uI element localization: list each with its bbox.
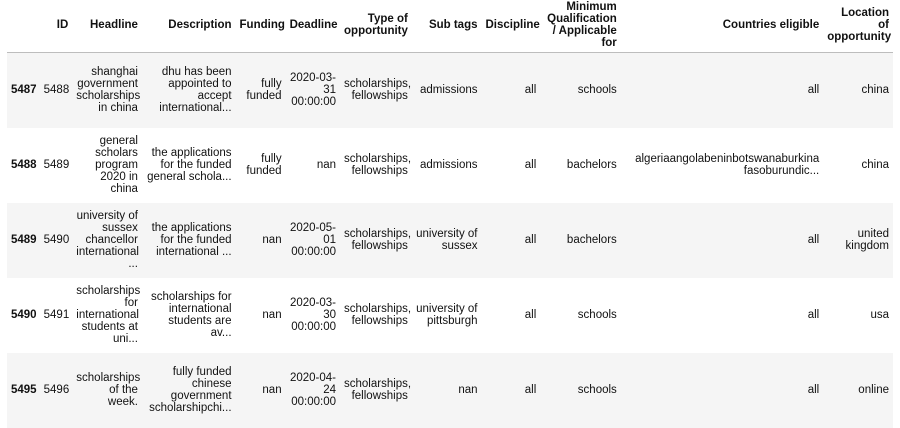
header-description: Description [168,19,232,31]
cell-countries: all [807,384,820,396]
header-index [7,0,40,53]
cell-id: 5491 [43,309,70,321]
cell-deadline: 2020-03-31 00:00:00 [289,72,337,109]
cell-discipline: all [524,309,537,321]
header-row [7,0,893,53]
cell-description: fully funded chinese government scholarshipchi... [149,366,232,414]
cell-funding: nan [262,234,282,246]
cell-funding: fully funded [246,153,282,177]
cell-discipline: all [524,234,537,246]
row-index: 5488 [11,159,37,171]
cell-id: 5490 [43,234,70,246]
cell-id: 5488 [43,84,70,97]
cell-countries: all [807,309,820,321]
row-index: 5495 [11,384,37,396]
table-row [7,203,893,278]
cell-location: usa [870,309,889,321]
header-countries-eligible: Countries eligible [722,19,820,31]
cell-headline: scholarships for international students at uni... [76,285,141,345]
cell-type: scholarships, fellowships [344,378,412,402]
row-index: 5489 [11,234,37,246]
table-row [7,353,893,428]
cell-headline: general scholars program 2020 in china [95,135,138,195]
cell-headline: scholarships of the week. [76,372,141,408]
cell-type: scholarships, fellowships [344,228,412,252]
header-headline: Headline [90,19,138,31]
table-row [7,53,893,128]
cell-headline: shanghai government scholarships in china [76,66,141,115]
cell-minqual: schools [577,309,617,321]
row-index: 5487 [11,84,37,97]
cell-deadline: nan [316,159,337,171]
header-location: Location of opportunity [827,7,892,43]
cell-location: china [861,84,889,97]
cell-type: scholarships, fellowships [344,153,412,177]
cell-funding: nan [262,309,282,321]
table-header [7,0,893,53]
cell-type: scholarships, fellowships [344,78,412,103]
cell-description: scholarships for international students are av... [150,291,232,339]
cell-discipline: all [524,84,537,97]
cell-location: united kingdom [845,228,889,252]
cell-description: dhu has been appointed to accept international... [159,66,232,115]
cell-funding: nan [262,384,282,396]
cell-subtags: admissions [419,84,478,97]
cell-subtags: university of pittsburgh [416,303,478,327]
cell-countries: all [807,84,820,97]
cell-funding: fully funded [246,78,282,103]
table-body [7,53,893,428]
cell-headline: university of sussex chancellor international ... [76,210,139,270]
header-deadline: Deadline [289,19,338,31]
cell-subtags: university of sussex [416,228,478,252]
cell-countries: all [807,234,820,246]
cell-id: 5496 [43,384,70,396]
cell-deadline: 2020-03-30 00:00:00 [289,297,337,333]
header-id: ID [56,19,69,31]
cell-minqual: schools [577,384,617,396]
table-row [7,278,893,353]
cell-deadline: 2020-05-01 00:00:00 [289,222,337,258]
cell-minqual: bachelors [566,234,617,246]
cell-countries: algeriaangolabeninbotswanaburkina fasoburundic... [635,153,820,177]
cell-description: the applications for the funded international ... [151,222,232,258]
cell-minqual: bachelors [566,159,617,171]
cell-subtags: nan [458,384,478,396]
cell-location: china [861,159,889,171]
cell-discipline: all [524,384,537,396]
header-discipline: Discipline [485,19,540,31]
cell-deadline: 2020-04-24 00:00:00 [289,372,337,408]
cell-discipline: all [524,159,537,171]
header-minimum-qualification: Minimum Qualification / Applicable for [547,1,617,49]
header-type-of-opportunity: Type of opportunity [344,13,408,37]
cell-id: 5489 [43,159,70,171]
cell-subtags: admissions [419,159,478,171]
table-row [7,128,893,203]
dataframe-table [7,0,893,428]
row-index: 5490 [11,309,37,321]
cell-minqual: schools [577,84,617,97]
cell-type: scholarships, fellowships [344,303,412,327]
cell-description: the applications for the funded general schola... [147,147,232,183]
cell-location: online [858,384,889,396]
header-funding: Funding [239,19,285,31]
header-sub-tags: Sub tags [428,19,478,31]
